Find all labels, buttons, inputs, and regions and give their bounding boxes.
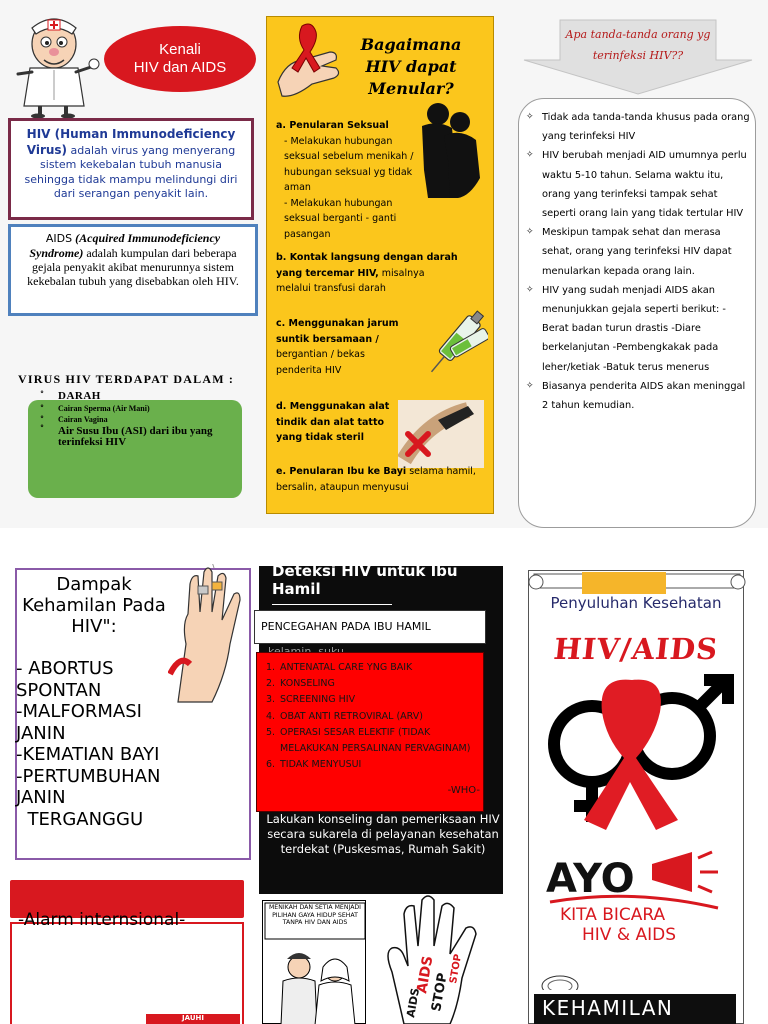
syringe-icon bbox=[420, 306, 488, 384]
signs-list bbox=[526, 108, 754, 415]
virus-location-list bbox=[38, 390, 228, 448]
kehamilan-label: KEHAMILAN bbox=[542, 996, 674, 1020]
dampak-item: TERGANGGU bbox=[16, 808, 144, 830]
dampak-item: - ABORTUS SPONTAN bbox=[16, 658, 114, 701]
sign-item: ✧ Tidak ada tanda-tanda khusus pada orang yang terinfeksi HIV bbox=[526, 108, 754, 146]
pencegahan-title-box: PENCEGAHAN PADA IBU HAMIL bbox=[254, 610, 486, 644]
virus-location-heading: VIRUS HIV TERDAPAT DALAM : bbox=[18, 372, 235, 386]
ayo-megaphone-icon bbox=[542, 848, 730, 944]
alarm-box bbox=[10, 922, 244, 1024]
virus-location-item: ˚ Cairan Sperma (Air Mani) bbox=[38, 404, 228, 415]
sign-item: ✧ HIV berubah menjadi AID umumnya perlu waktu 5-10 tahun. Selama waktu itu, orang yang terinfeksi tampak sehat seperti orang lain yang tidak tertular HIV bbox=[526, 146, 754, 223]
sign-item: ✧ Meskipun tampak sehat dan merasa sehat, orang yang terinfeksi HIV dapat menularkan kepada orang lain. bbox=[526, 223, 754, 281]
transmission-route-a: a. Penularan Seksual - Melakukan hubungan seksual sebelum menikah / hubungan seksual yg tidak aman - Melakukan hubungan seksual berganti - ganti pasangan bbox=[276, 120, 414, 240]
pencegahan-item: 2. KONSELING bbox=[266, 678, 335, 690]
signs-callout-text: Apa tanda-tanda orang yg terinfeksi HIV?? bbox=[565, 28, 711, 62]
aids-definition-box bbox=[8, 224, 258, 316]
transmission-route-b: b. Kontak langsung dengan darah yang tercemar HIV, misalnya melalui transfusi darah bbox=[276, 252, 458, 294]
pencegahan-item: 1. ANTENATAL CARE YNG BAIK bbox=[266, 662, 413, 673]
deteksi-title: Deteksi HIV untuk Ibu Hamil bbox=[272, 562, 458, 598]
pencegahan-item: 6. TIDAK MENYUSUI bbox=[266, 759, 362, 771]
transmission-route-c: c. Menggunakan jarum suntik bersamaan / bergantian / bekas penderita HIV bbox=[276, 318, 399, 376]
cover-title: Penyuluhan Kesehatan bbox=[550, 594, 722, 612]
title-line-1: Kenali bbox=[159, 41, 201, 58]
gender-ribbon-icon bbox=[536, 672, 736, 836]
transmission-title: Bagaimana HIV dapat Menular? bbox=[360, 35, 462, 98]
couple-silhouette-icon bbox=[414, 100, 484, 198]
stop-aids-word: STOP bbox=[448, 953, 465, 985]
virus-location-item: ˚ DARAH bbox=[38, 390, 228, 404]
deteksi-underline bbox=[272, 604, 392, 605]
stop-aids-word: AIDS bbox=[404, 987, 423, 1019]
stop-aids-word: STOP bbox=[429, 971, 451, 1013]
pencegahan-item: 3. SCREENING HIV bbox=[266, 694, 356, 706]
pencegahan-item: 4. OBAT ANTI RETROVIRAL (ARV) bbox=[266, 710, 423, 722]
aids-term-full: (Acquired Immunodeficiency Syndrome) bbox=[29, 231, 221, 260]
hiv-term: HIV (Human Immunodeficiency Virus) bbox=[26, 127, 236, 157]
doctor-mascot-icon bbox=[8, 14, 100, 118]
dampak-item: -MALFORMASI JANIN bbox=[16, 701, 142, 744]
dampak-title: Dampak Kehamilan Pada HIV": bbox=[22, 574, 166, 637]
who-label: -WHO- bbox=[447, 785, 480, 796]
transmission-route-e: e. Penularan Ibu ke Bayi selama hamil, bersalin, ataupun menyusui bbox=[276, 466, 476, 493]
virus-location-item: ˚ Cairan Vagina bbox=[38, 415, 228, 426]
tattoo-needle-icon bbox=[398, 400, 484, 468]
cover-hiv-aids-title: HIV/AIDS bbox=[552, 632, 720, 666]
alarm-text: -Alarm internsional- bbox=[18, 910, 186, 930]
pencegahan-item: 5. OPERASI SESAR ELEKTIF (TIDAK MELAKUKAN PERSALINAN PERVAGINAM) bbox=[266, 726, 471, 755]
dampak-item: -PERTUMBUHAN JANIN bbox=[16, 765, 161, 808]
dampak-list bbox=[16, 658, 196, 830]
sign-item: ✧ HIV yang sudah menjadi AIDS akan menunjukkan gejala seperti berikut: - Berat badan turun drastis -Diare berkelanjutan -Pembengkakak pada leher/ketiak -Batuk terus menerus bbox=[526, 281, 754, 377]
ribbon-hand-icon bbox=[272, 22, 344, 108]
title-line-2: HIV dan AIDS bbox=[133, 59, 227, 76]
virus-location-item: ˚ Air Susu Ibu (ASI) dari ibu yang terinfeksi HIV bbox=[38, 426, 228, 448]
comic-caption: MENIKAH DAN SETIA MENJADI PILIHAN GAYA HIDUP SEHAT TANPA HIV DAN AIDS bbox=[268, 904, 362, 926]
title-bubble bbox=[104, 26, 256, 92]
jauhi-sticker: JAUHI bbox=[146, 1014, 240, 1024]
aids-term: AIDS bbox=[45, 232, 73, 245]
hiv-definition-box bbox=[8, 118, 254, 220]
dampak-item: -KEMATIAN BAYI bbox=[16, 744, 160, 765]
sign-item: ✧ Biasanya penderita AIDS akan meninggal 2 tahun kemudian. bbox=[526, 377, 754, 415]
hiv-aids-word: HIV & AIDS bbox=[582, 925, 677, 944]
seal-icon bbox=[540, 972, 580, 990]
pencegahan-list bbox=[266, 660, 480, 773]
kita-bicara-word: KITA BICARA bbox=[560, 905, 666, 925]
stop-aids-hand-icon bbox=[374, 894, 502, 1024]
aids-description: adalah kumpulan dari beberapa gejala penyakit akibat menurunnya sistem kekebalan tubuh yang disebabkan oleh HIV. bbox=[27, 246, 239, 288]
hiv-description: adalah virus yang menyerang sistem kekebalan tubuh manusia sehingga tidak mampu melindungi diri dari serangan penyakit lain. bbox=[24, 143, 238, 200]
transmission-route-d: d. Menggunakan alat tindik dan alat tatto yang tidak steril bbox=[276, 401, 390, 443]
ayo-word: AYO bbox=[546, 856, 635, 902]
konseling-text: Lakukan konseling dan pemeriksaan HIV secara sukarela di pelayanan kesehatan terdekat (Puskesmas, Rumah Sakit) bbox=[266, 812, 500, 856]
stop-aids-word: AIDS bbox=[414, 954, 437, 995]
